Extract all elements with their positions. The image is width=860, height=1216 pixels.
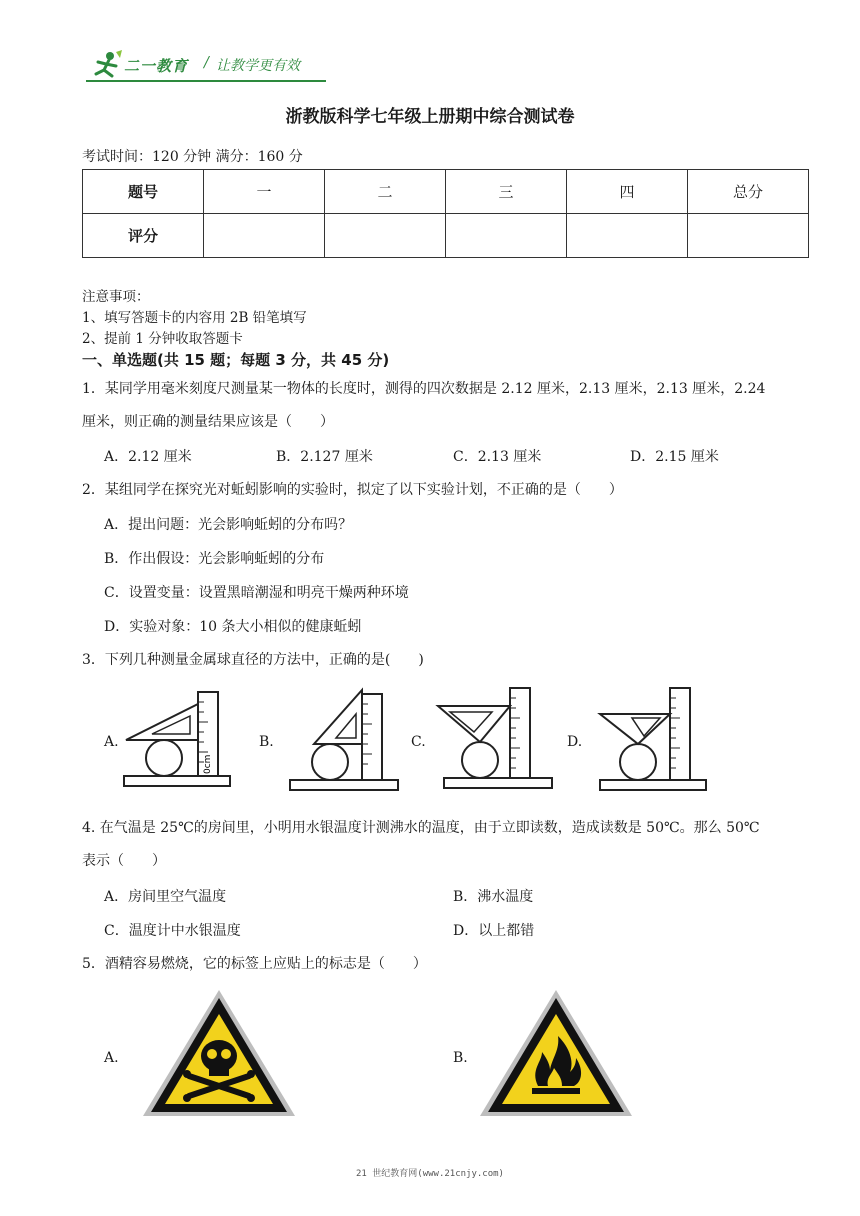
question-3-stem: 3．下列几种测量金属球直径的方法中，正确的是( ) (82, 652, 424, 668)
q3-option-b[interactable]: B. (259, 734, 274, 750)
table-cell: 题号 (83, 170, 204, 214)
q4-option-a[interactable]: A．房间里空气温度 (104, 889, 227, 905)
q1-option-d[interactable]: D．2.15 厘米 (630, 449, 719, 465)
question-1-line2: 厘米，则正确的测量结果应该是（ ） (82, 414, 334, 430)
q4-option-d[interactable]: D．以上都错 (453, 923, 535, 939)
logo-text: 二一教育 (124, 57, 189, 75)
toxic-skull-warning-icon (139, 986, 299, 1122)
question-4-line2: 表示（ ） (82, 853, 166, 869)
q1-option-a[interactable]: A．2.12 厘米 (104, 449, 192, 465)
question-4-line1: 4. 在气温是 25℃的房间里，小明用水银温度计测沸水的温度，由于立即读数，造成读数是 50℃。那么 50℃ (82, 820, 760, 836)
ruler-figure-b (290, 686, 400, 804)
ruler-figure-d (598, 688, 708, 804)
exam-meta: 考试时间：120 分钟 满分：160 分 (82, 149, 303, 165)
q1-option-c[interactable]: C．2.13 厘米 (453, 449, 542, 465)
header-underline (86, 80, 326, 82)
header-separator: / (204, 55, 209, 71)
ruler-figure-a (124, 688, 234, 798)
page-footer: 21 世纪教育网(www.21cnjy.com) (356, 1169, 504, 1179)
q3-option-d[interactable]: D. (567, 734, 583, 750)
score-input-cell[interactable] (325, 214, 446, 258)
q5-option-a[interactable]: A. (104, 1050, 119, 1066)
q2-option-a[interactable]: A．提出问题：光会影响蚯蚓的分布吗？ (104, 517, 353, 533)
table-row (83, 170, 809, 214)
q4-option-b[interactable]: B．沸水温度 (453, 889, 534, 905)
logo-runner-icon (88, 50, 124, 80)
table-cell: 一 (204, 170, 325, 214)
question-5-stem: 5．酒精容易燃烧，它的标签上应贴上的标志是（ ） (82, 956, 427, 972)
table-cell: 二 (325, 170, 446, 214)
note-item: 2、提前 1 分钟收取答题卡 (82, 331, 243, 347)
q3-option-c[interactable]: C. (411, 734, 426, 750)
score-table (82, 169, 809, 258)
section-heading: 一、单选题(共 15 题；每题 3 分，共 45 分) (82, 351, 390, 369)
table-cell: 评分 (83, 214, 204, 258)
q5-option-b[interactable]: B. (453, 1050, 468, 1066)
table-row (83, 214, 809, 258)
note-item: 1、填写答题卡的内容用 2B 铅笔填写 (82, 310, 307, 326)
notes-heading: 注意事项： (82, 289, 150, 305)
q3-option-a[interactable]: A. (104, 734, 119, 750)
q4-option-c[interactable]: C．温度计中水银温度 (104, 923, 241, 939)
score-input-cell[interactable] (567, 214, 688, 258)
ruler-label: 0cm (203, 754, 213, 774)
table-cell: 三 (446, 170, 567, 214)
q1-option-b[interactable]: B．2.127 厘米 (276, 449, 373, 465)
table-cell: 总分 (688, 170, 809, 214)
ruler-figure-c (436, 688, 556, 804)
q2-option-d[interactable]: D．实验对象：10 条大小相似的健康蚯蚓 (104, 619, 362, 635)
flammable-warning-icon (476, 986, 636, 1122)
q2-option-c[interactable]: C．设置变量：设置黑暗潮湿和明亮干燥两种环境 (104, 585, 409, 601)
q2-option-b[interactable]: B．作出假设：光会影响蚯蚓的分布 (104, 551, 325, 567)
table-cell: 四 (567, 170, 688, 214)
score-input-cell[interactable] (204, 214, 325, 258)
header-slogan: 让教学更有效 (216, 58, 300, 74)
score-input-cell[interactable] (446, 214, 567, 258)
question-2-stem: 2．某组同学在探究光对蚯蚓影响的实验时，拟定了以下实验计划，不正确的是（ ） (82, 482, 623, 498)
score-input-cell[interactable] (688, 214, 809, 258)
question-1-line1: 1．某同学用毫米刻度尺测量某一物体的长度时，测得的四次数据是 2.12 厘米，2.13 厘米，2.13 厘米，2.24 (82, 381, 766, 397)
page-title: 浙教版科学七年级上册期中综合测试卷 (285, 107, 575, 127)
